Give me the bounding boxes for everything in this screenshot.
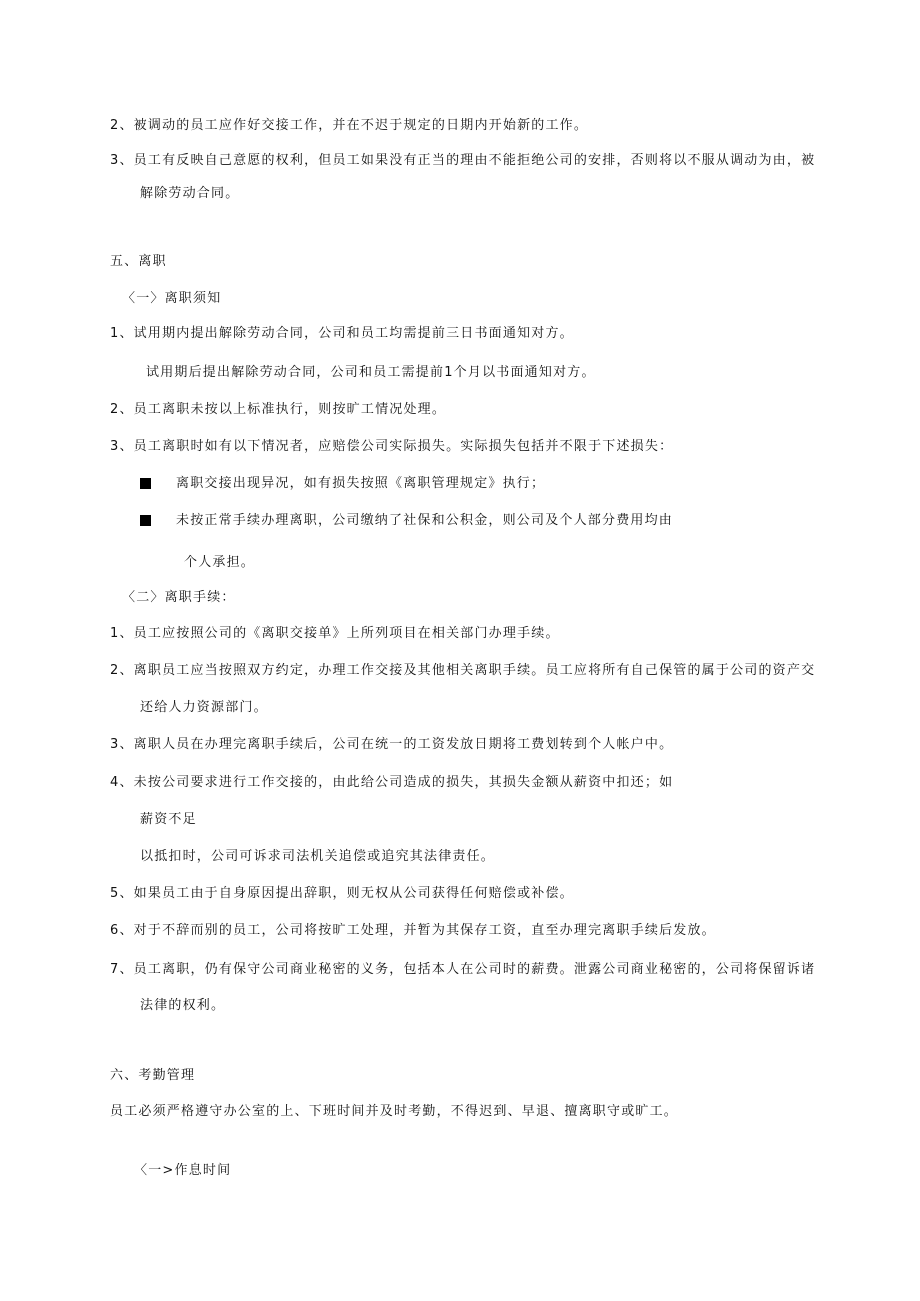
paragraph-line: 3、员工离职时如有以下情况者，应赔偿公司实际损失。实际损失包括并不限于下述损失： (110, 439, 674, 454)
paragraph-line: 法律的权利。 (140, 998, 226, 1013)
bullet-item-continuation: 个人承担。 (184, 555, 256, 570)
subsection-heading: 〈一〉离职须知 (122, 291, 222, 306)
paragraph-line: 以抵扣时，公司可诉求司法机关追偿或追究其法律责任。 (140, 849, 496, 864)
bullet-item: 离职交接出现异况，如有损失按照《离职管理规定》执行； (176, 476, 546, 491)
paragraph-line: 员工必须严格遵守办公室的上、下班时间并及时考勤，不得迟到、早退、擅离职守或旷工。 (110, 1104, 679, 1119)
paragraph-line: 5、如果员工由于自身原因提出辞职，则无权从公司获得任何赔偿或补偿。 (110, 886, 574, 901)
paragraph-line: 薪资不足 (140, 812, 197, 827)
section-heading: 五、离职 (110, 254, 167, 269)
paragraph-line: 1、试用期内提出解除劳动合同，公司和员工均需提前三日书面通知对方。 (110, 326, 574, 341)
paragraph-line: 2、员工离职未按以上标准执行，则按旷工情况处理。 (110, 402, 447, 417)
paragraph-line: 6、对于不辞而别的员工，公司将按旷工处理，并暂为其保存工资，直至办理完离职手续后发放。 (110, 923, 716, 938)
bullet-item: 未按正常手续办理离职，公司缴纳了社保和公积金，则公司及个人部分费用均由 (176, 513, 674, 528)
subsection-heading: 〈二〉离职手续： (122, 590, 236, 605)
paragraph-line: 解除劳动合同。 (140, 186, 240, 201)
section-heading: 六、考勤管理 (110, 1068, 196, 1083)
paragraph-line: 4、未按公司要求进行工作交接的，由此给公司造成的损失，其损失金额从薪资中扣还；如 (110, 775, 674, 790)
paragraph-line: 试用期后提出解除劳动合同，公司和员工需提前1个月以书面通知对方。 (146, 365, 596, 380)
paragraph-line: 2、离职员工应当按照双方约定，办理工作交接及其他相关离职手续。员工应将所有自己保管的属于公司的资产交 (110, 663, 816, 678)
paragraph-line: 3、离职人员在办理完离职手续后，公司在统一的工资发放日期将工费划转到个人帐户中。 (110, 737, 674, 752)
square-bullet-icon (140, 478, 151, 489)
paragraph-line: 7、员工离职，仍有保守公司商业秘密的义务，包括本人在公司时的薪费。泄露公司商业秘密的，公司将保留诉诸 (110, 962, 816, 977)
paragraph-line: 还给人力资源部门。 (140, 700, 268, 715)
paragraph-line: 2、被调动的员工应作好交接工作，并在不迟于规定的日期内开始新的工作。 (110, 118, 589, 133)
subsection-heading: 〈一>作息时间 (134, 1163, 232, 1178)
paragraph-line: 1、员工应按照公司的《离职交接单》上所列项目在相关部门办理手续。 (110, 626, 560, 641)
paragraph-line: 3、员工有反映自己意愿的权利，但员工如果没有正当的理由不能拒绝公司的安排，否则将以不服从调动为由，被 (110, 153, 816, 168)
square-bullet-icon (140, 515, 151, 526)
